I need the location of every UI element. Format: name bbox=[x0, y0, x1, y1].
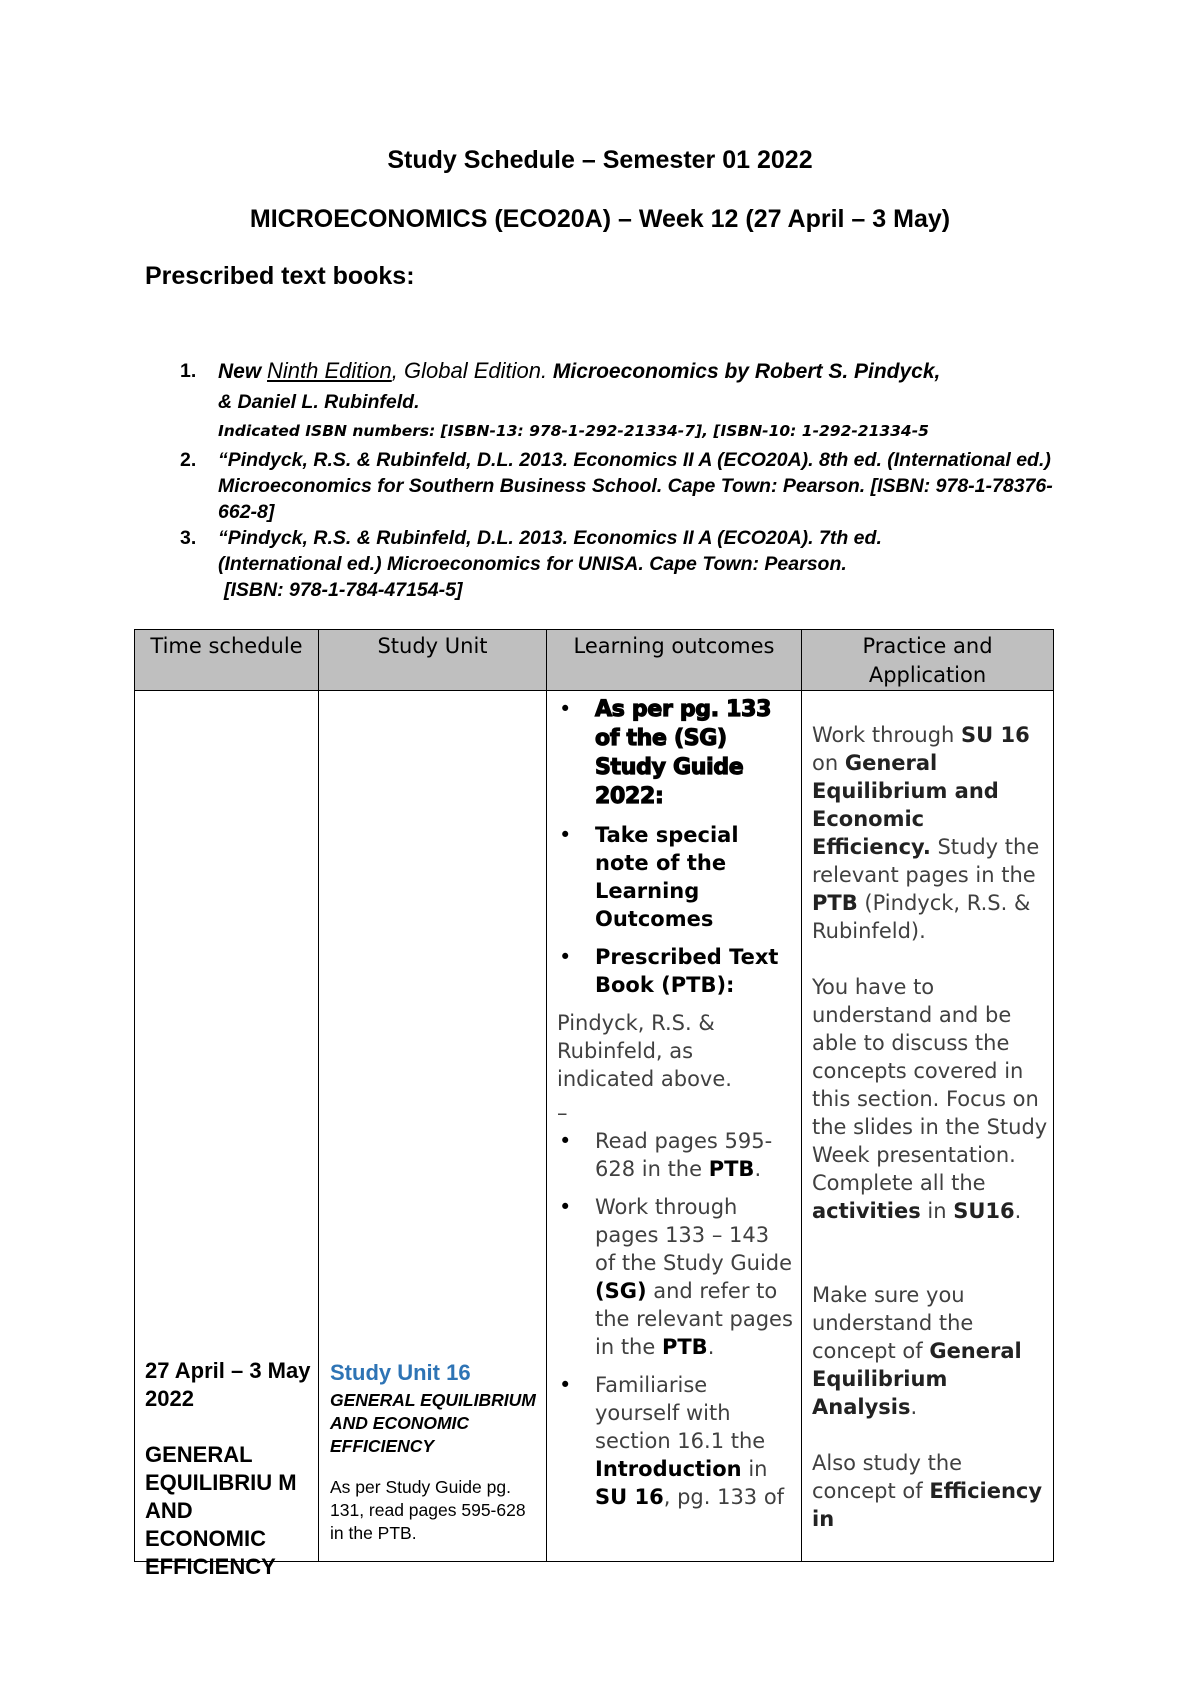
textbooks-heading: Prescribed text books: bbox=[145, 262, 415, 290]
study-unit-cell bbox=[319, 691, 547, 1562]
edition-text: Ninth Edition bbox=[267, 358, 392, 383]
learning-outcomes-cell: • As per pg. 133 of the (SG) Study Guide 2022: • Take special note of the Learning Outcomes • Prescribed Text Book (PTB): Pindyck, R.S. & Rubinfeld, as indicated above. – • Read pages 595-628 in the PTB. • Work through pages 133 – 143 of the Study Guide (SG) and refer to the relevant pages in the PTB. • Familiarise yourself with section 16.1 the Introduction in SU 16, pg. 133 of bbox=[547, 691, 802, 1562]
time-schedule-cell bbox=[135, 691, 319, 1579]
table-row bbox=[135, 691, 1054, 1562]
practice-application-cell bbox=[802, 691, 1054, 1562]
list-item: • Take special note of the Learning Outcomes bbox=[559, 823, 739, 931]
bullet-icon: • bbox=[559, 1129, 572, 1153]
column-header: Learning outcomes bbox=[547, 630, 802, 691]
textbook-list bbox=[180, 356, 1080, 603]
list-number: 3. bbox=[180, 527, 197, 549]
ptb-reference: Pindyck, R.S. & Rubinfeld, as indicated above. bbox=[557, 1011, 732, 1091]
schedule-topic: GENERAL EQUILIBRIU M AND ECONOMIC EFFICIENCY bbox=[145, 1442, 297, 1579]
bullet-icon: • bbox=[559, 945, 572, 969]
column-header: Practice and Application bbox=[802, 630, 1054, 691]
bullet-icon: • bbox=[559, 823, 572, 847]
list-item: • Prescribed Text Book (PTB): bbox=[559, 945, 779, 997]
practice-paragraph: You have to understand and be able to discuss the concepts covered in this section. Focus on the slides in the Study Week presentation. Complete all the activities in SU16. bbox=[812, 975, 1048, 1223]
bullet-icon: • bbox=[559, 1373, 572, 1397]
isbn-numbers: Indicated ISBN numbers: [ISBN-13: 978-1-292-21334-7], [ISBN-10: 1-292-21334-5 bbox=[218, 422, 929, 440]
column-header: Study Unit bbox=[319, 630, 547, 691]
bullet-icon: • bbox=[559, 1195, 572, 1219]
textbook-item: 3. “Pindyck, R.S. & Rubinfeld, D.L. 2013. Economics II A (ECO20A). 7th ed. (International ed.) Microeconomics for UNISA. Cape Town: Pearson. [ISBN: 978-1-784-47154-5] bbox=[180, 527, 882, 601]
list-item: • Familiarise yourself with section 16.1 the Introduction in SU 16, pg. 133 of bbox=[559, 1373, 785, 1509]
list-number: 1. bbox=[180, 360, 197, 382]
document-title: Study Schedule – Semester 01 2022 bbox=[387, 146, 813, 174]
textbook-item: 1. New Ninth Edition, Global Edition. Microeconomics by Robert S. Pindyck, & Daniel L. Rubinfeld. Indicated ISBN numbers: [ISBN-13: 978-1-292-21334-7], [ISBN-10: 1-292-21334-5 bbox=[180, 356, 1080, 445]
study-unit-note: As per Study Guide pg. 131, read pages 595-628 in the PTB. bbox=[330, 1477, 526, 1543]
practice-paragraph: Also study the concept of Efficiency in bbox=[812, 1451, 1043, 1531]
list-number: 2. bbox=[180, 449, 197, 471]
list-item: • As per pg. 133 of the (SG) Study Guide 2022: bbox=[559, 697, 772, 809]
practice-paragraph: Work through SU 16 on General Equilibrium and Economic Efficiency. Study the relevant pages in the PTB (Pindyck, R.S. & Rubinfeld). bbox=[812, 723, 1040, 943]
bullet-icon: • bbox=[559, 697, 572, 721]
list-item: • Read pages 595-628 in the PTB. bbox=[559, 1129, 773, 1181]
list-item: • Work through pages 133 – 143 of the Study Guide (SG) and refer to the relevant pages in the PTB. bbox=[559, 1195, 793, 1359]
practice-paragraph: Make sure you understand the concept of General Equilibrium Analysis. bbox=[812, 1283, 1022, 1419]
study-schedule-table bbox=[134, 629, 1054, 1579]
table-header-row bbox=[135, 630, 1054, 691]
textbook-item: 2. “Pindyck, R.S. & Rubinfeld, D.L. 2013. Economics II A (ECO20A). 8th ed. (International ed.) Microeconomics for Southern Business School. Cape Town: Pearson. [ISBN: 978-1-78376-662-8] bbox=[180, 449, 1053, 523]
study-unit-title: Study Unit 16 bbox=[330, 1360, 471, 1385]
column-header: Time schedule bbox=[135, 630, 319, 691]
study-unit-subtitle: GENERAL EQUILIBRIUM AND ECONOMIC EFFICIENCY bbox=[330, 1390, 536, 1456]
document-subtitle: MICROECONOMICS (ECO20A) – Week 12 (27 April – 3 May) bbox=[249, 205, 951, 233]
schedule-dates: 27 April – 3 May 2022 bbox=[145, 1358, 311, 1411]
